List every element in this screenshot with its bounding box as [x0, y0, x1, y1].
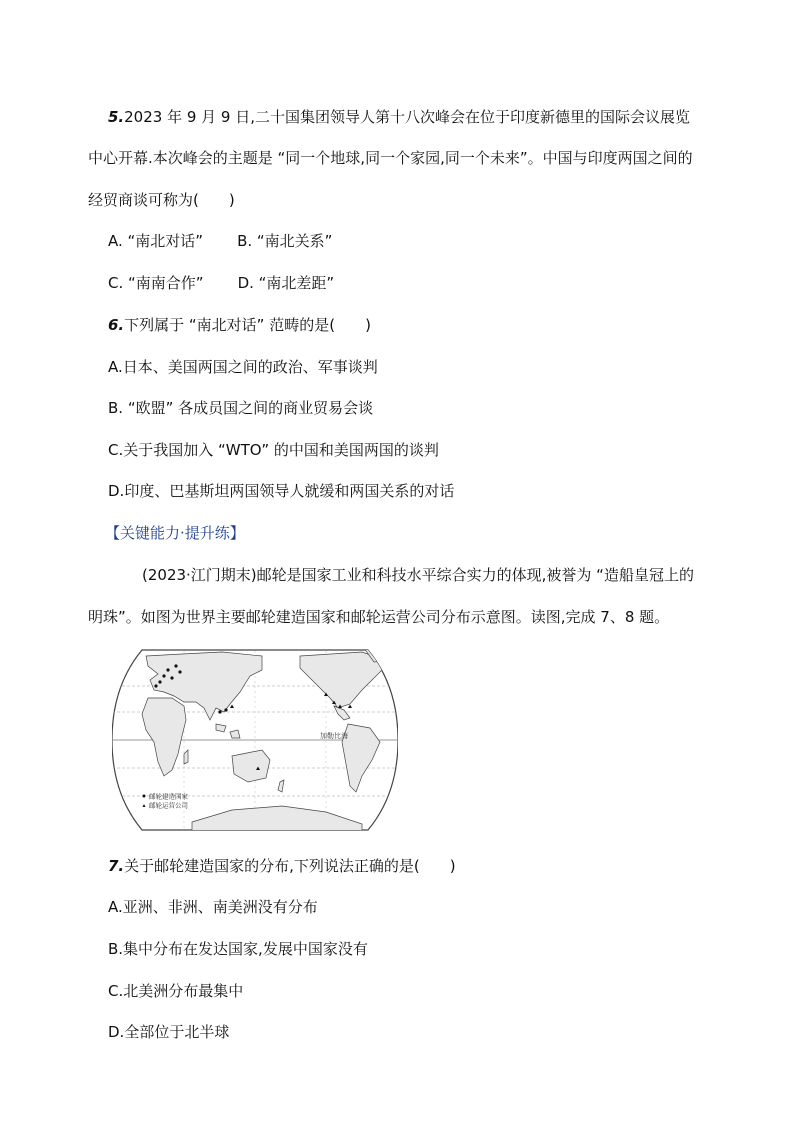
builder-dot	[224, 708, 227, 711]
option-a: A.亚洲、非洲、南美洲没有分布	[108, 898, 318, 916]
question-5-line-1	[108, 107, 690, 127]
option-a: A.日本、美国两国之间的政治、军事谈判	[108, 358, 378, 376]
builder-dot	[162, 674, 165, 677]
option-d: D.印度、巴基斯坦两国领导人就缓和两国关系的对话	[108, 482, 455, 500]
option-d: D. “南北差距”	[237, 274, 335, 292]
question-5-line-2: 中心开幕.本次峰会的主题是 “同一个地球,同一个家园,同一个未来”。中国与印度两国之间的	[88, 149, 693, 167]
intro-line-1: (2023·江门期末)邮轮是国家工业和科技水平综合实力的体现,被誉为 “造船皇冠上的	[142, 566, 694, 584]
section-title: 【关键能力·提升练】	[105, 524, 245, 542]
builder-dot	[174, 664, 177, 667]
question-number: 5.	[108, 108, 125, 126]
legend-dot-icon	[143, 795, 146, 798]
builder-dot	[158, 680, 161, 683]
question-text: 2023 年 9 月 9 日,二十国集团领导人第十八次峰会在位于印度新德里的国际会议展览	[124, 108, 691, 126]
question-7-stem	[108, 856, 456, 876]
legend-operator-label: 邮轮运营公司	[149, 801, 188, 810]
builder-dot	[154, 684, 157, 687]
legend-builder-label: 邮轮建造国家	[149, 792, 188, 801]
intro-line-2: 明珠”。如图为世界主要邮轮建造国家和邮轮运营公司分布示意图。读图,完成 7、8 题。	[88, 608, 670, 626]
caribbean-sea-label: 加勒比海	[320, 732, 348, 740]
option-b: B. “欧盟” 各成员国之间的商业贸易会谈	[108, 399, 374, 417]
option-d: D.全部位于北半球	[108, 1023, 230, 1041]
question-text: 下列属于 “南北对话” 范畴的是( )	[124, 316, 371, 334]
builder-dot	[218, 710, 221, 713]
builder-dot	[166, 668, 169, 671]
builder-dot	[170, 676, 173, 679]
builder-dot	[178, 670, 181, 673]
option-row	[108, 231, 332, 251]
option-c: C.北美洲分布最集中	[108, 982, 244, 1000]
question-number: 7.	[108, 857, 125, 875]
option-a: A. “南北对话”	[108, 232, 204, 250]
option-b: B.集中分布在发达国家,发展中国家没有	[108, 940, 368, 958]
question-number: 6.	[108, 316, 125, 334]
option-b: B. “南北关系”	[237, 232, 333, 250]
question-text: 关于邮轮建造国家的分布,下列说法正确的是( )	[124, 857, 456, 875]
option-c: C.关于我国加入 “WTO” 的中国和美国两国的谈判	[108, 441, 439, 459]
world-map-figure	[112, 646, 398, 834]
question-6-stem	[108, 315, 371, 335]
question-5-line-3: 经贸商谈可称为( )	[88, 191, 235, 209]
option-c: C. “南南合作”	[108, 274, 204, 292]
option-row	[108, 273, 334, 293]
